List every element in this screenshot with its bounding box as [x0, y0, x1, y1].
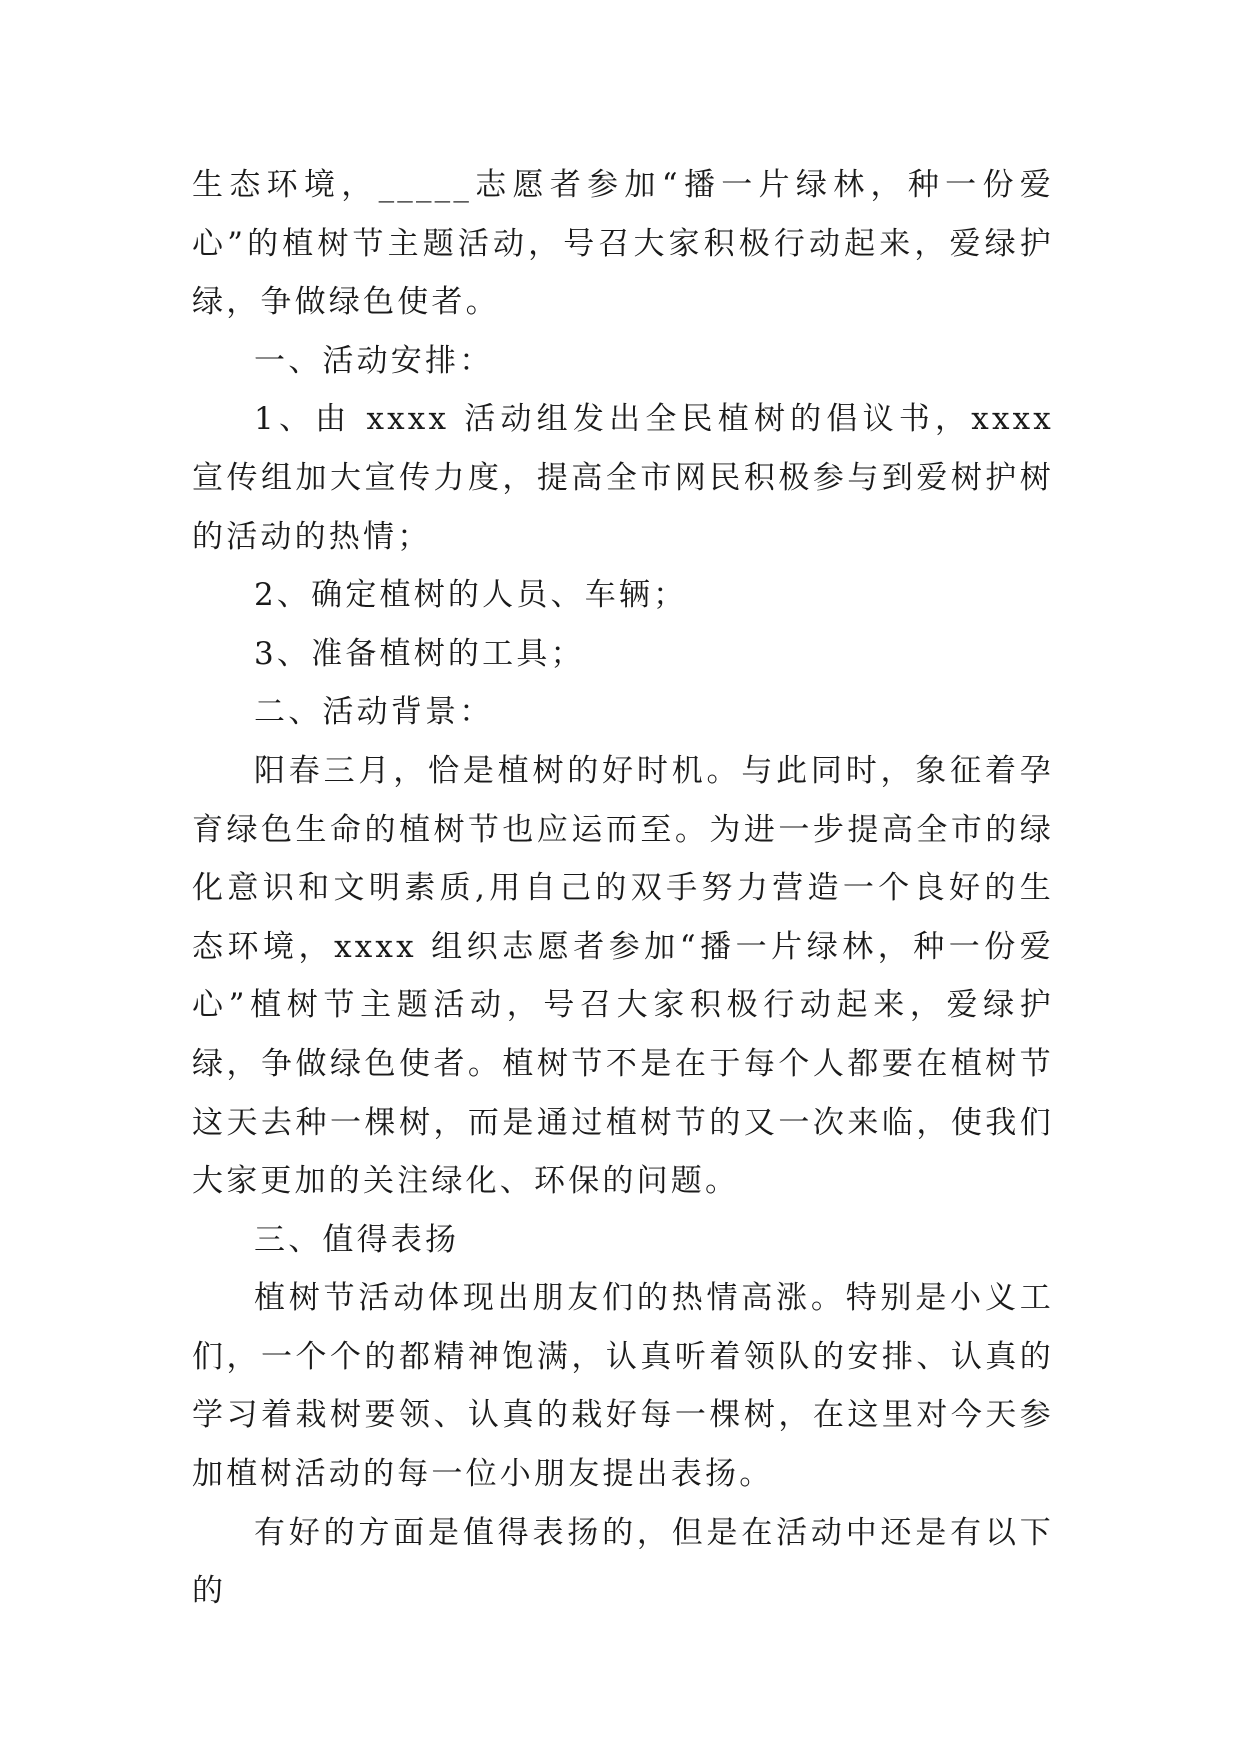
- paragraph-praise: 植树节活动体现出朋友们的热情高涨。特别是小义工们，一个个的都精神饱满，认真听着领队的安排、认真的学习着栽树要领、认真的栽好每一棵树，在这里对今天参加植树活动的每一位小朋友提出表扬。: [192, 1280, 1054, 1493]
- section-heading-activity-arrangement: 一、活动安排：: [254, 342, 494, 379]
- list-item-3: 3、准备植树的工具；: [254, 635, 585, 672]
- document-body: [192, 156, 1054, 1621]
- paragraph-closing: 有好的方面是值得表扬的，但是在活动中还是有以下的: [192, 1514, 1054, 1610]
- paragraph-1: 生态环境，_____志愿者参加“播一片绿林，种一份爱心”的植树节主题活动，号召大家积极行动起来，爱绿护绿，争做绿色使者。: [192, 167, 1054, 321]
- paragraph-background: 阳春三月，恰是植树的好时机。与此同时，象征着孕育绿色生命的植树节也应运而至。为进一步提高全市的绿化意识和文明素质,用自己的双手努力营造一个良好的生态环境，xxxx 组织志愿者参加“播一片绿林，种一份爱心”植树节主题活动，号召大家积极行动起来，爱绿护绿，争做绿色使者。植树节不是在于每个人都要在植树节这天去种一棵树，而是通过植树节的又一次来临，使我们大家更加的关注绿化、环保的问题。: [192, 752, 1054, 1200]
- section-heading-activity-background: 二、活动背景：: [254, 694, 494, 731]
- list-item-1: 1、由 xxxx 活动组发出全民植树的倡议书，xxxx 宣传组加大宣传力度，提高全市网民积极参与到爱树护树的活动的热情；: [192, 401, 1054, 555]
- section-heading-praise: 三、值得表扬: [254, 1221, 460, 1258]
- list-item-2: 2、确定植树的人员、车辆；: [254, 577, 688, 614]
